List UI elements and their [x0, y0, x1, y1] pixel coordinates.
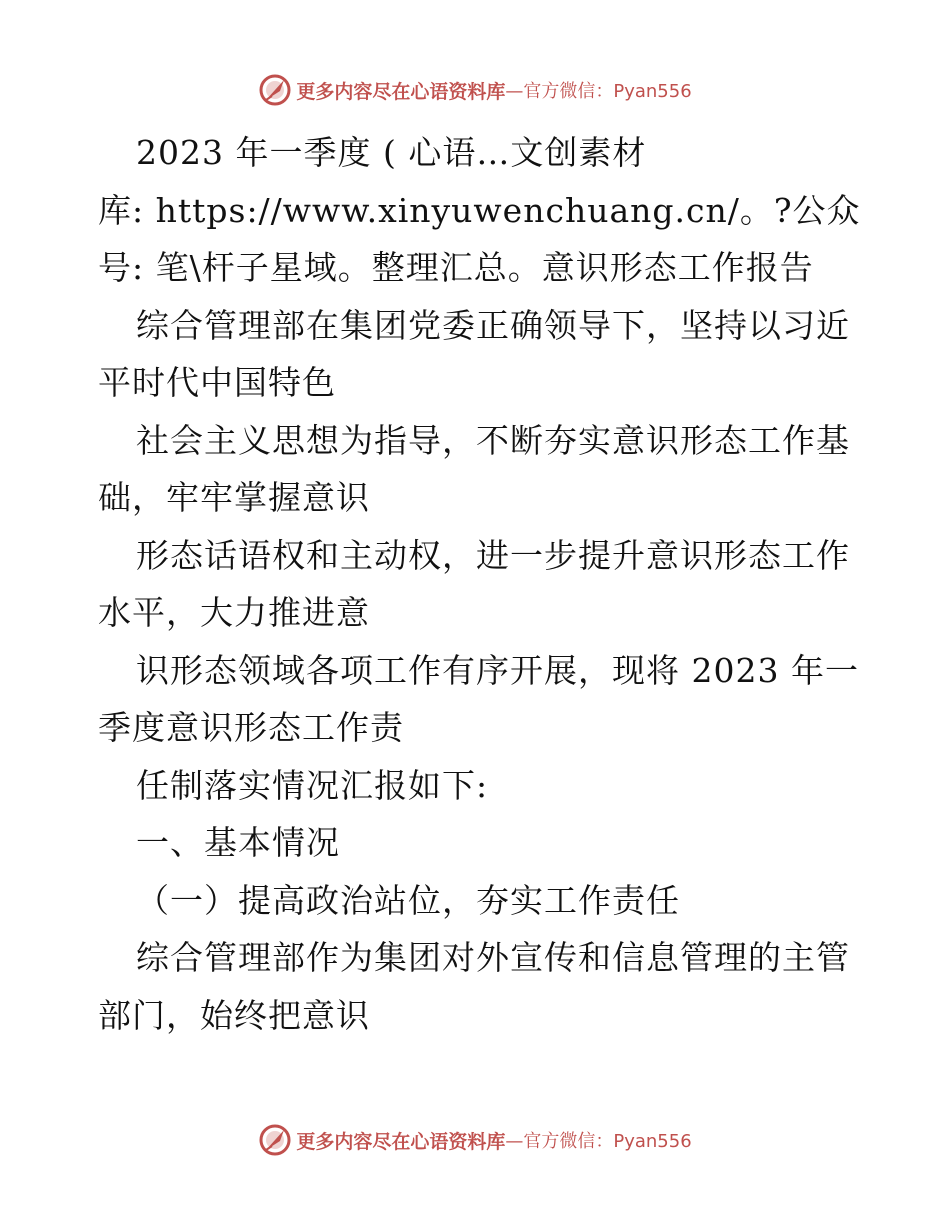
- watermark-main-text: 更多内容尽在心语资料库: [296, 80, 506, 103]
- watermark-sub-text: —官方微信：Pyan556: [505, 81, 692, 102]
- text-line: 识形态领域各项工作有序开展，现将 2023 年一: [136, 650, 859, 690]
- text-line: 平时代中国特色: [98, 363, 336, 402]
- quill-logo-icon: [258, 73, 292, 107]
- text-line: 形态话语权和主动权，进一步提升意识形态工作: [136, 535, 850, 575]
- text-line: 号: 笔\杆子星域。整理汇总。意识形态工作报告: [98, 248, 814, 287]
- text-line: 础，牢牢掌握意识: [98, 478, 370, 517]
- quill-logo-icon: [258, 1123, 292, 1157]
- text-line: 社会主义思想为指导，不断夯实意识形态工作基: [136, 420, 850, 460]
- text-line: 综合管理部在集团党委正确领导下，坚持以习近: [136, 305, 850, 345]
- text-line: 水平，大力推进意: [98, 593, 370, 632]
- footer-watermark: [0, 1120, 950, 1160]
- document-body: [98, 124, 861, 1044]
- text-line: 部门，始终把意识: [98, 995, 370, 1035]
- section-heading: 一、基本情况: [136, 823, 340, 862]
- subsection-heading: （一）提高政治站位，夯实工作责任: [136, 880, 680, 920]
- text-line: 综合管理部作为集团对外宣传和信息管理的主管: [136, 938, 850, 977]
- text-line: 库: https://www.xinyuwenchuang.cn/。?公众: [98, 190, 861, 230]
- text-line: 任制落实情况汇报如下:: [136, 765, 489, 805]
- watermark-sub-text: —官方微信：Pyan556: [505, 1131, 692, 1152]
- text-line: 2023 年一季度 ( 心语…文创素材: [136, 133, 647, 172]
- text-line: 季度意识形态工作责: [98, 708, 404, 747]
- watermark-main-text: 更多内容尽在心语资料库: [296, 1130, 506, 1153]
- header-watermark: [0, 70, 950, 110]
